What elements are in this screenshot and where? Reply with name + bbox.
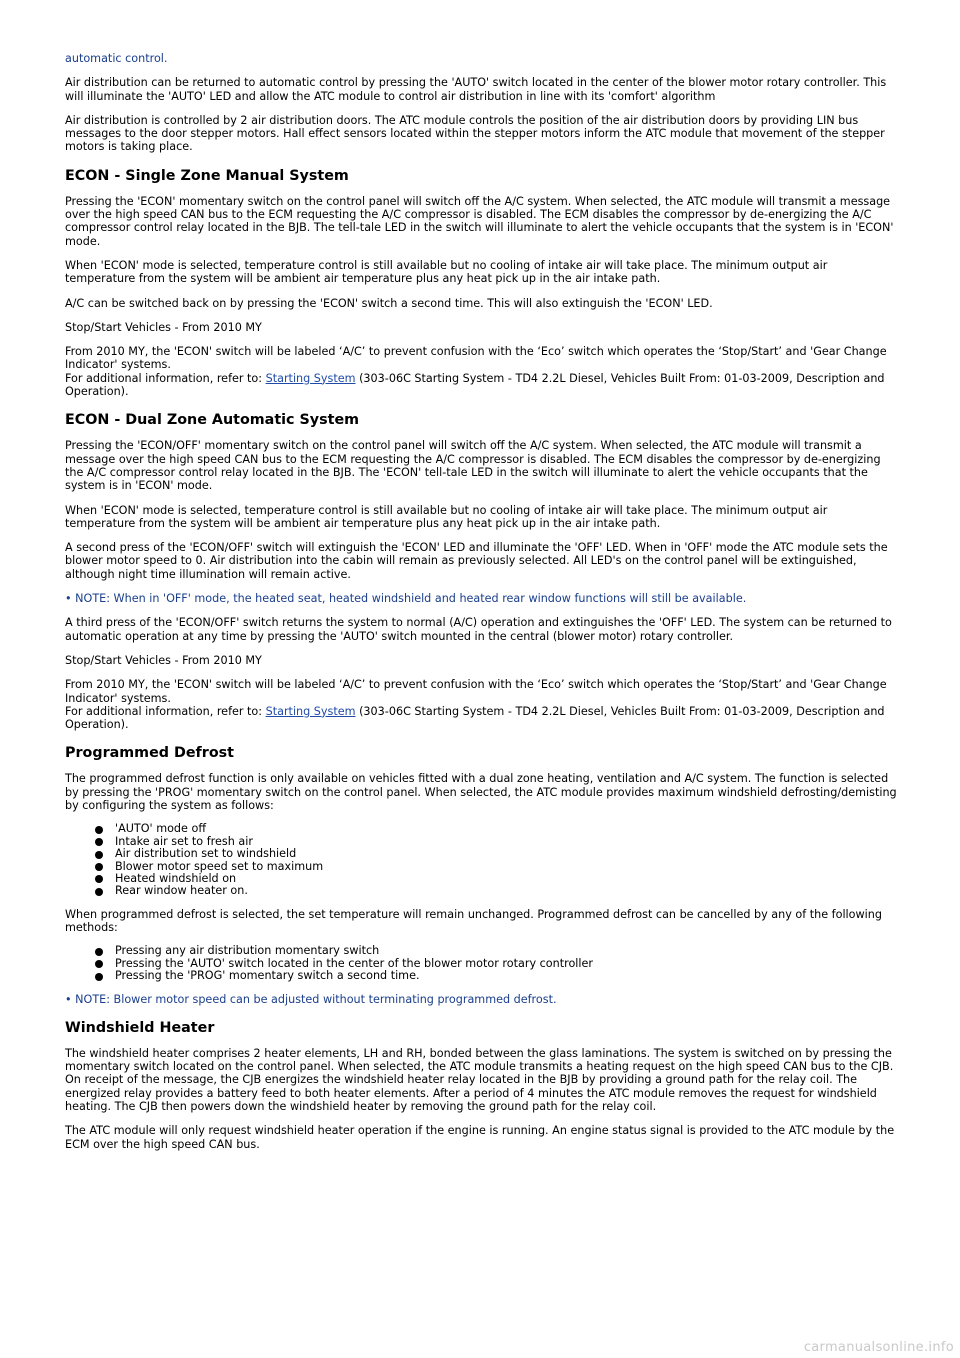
paragraph: Pressing the 'ECON' momentary switch on the control panel will switch off the A/C system. When selected, the ATC module will transmit a message over the high speed CAN bus to the ECM requesting the A/C compressor is disabled. The ECM disables the compressor by de-energizing the A/C compressor control relay located in the BJB. The tell-tale LED in the switch will illuminate to alert the vehicle occupants that the system is in 'ECON' mode. — [65, 194, 894, 248]
paragraph: Air distribution can be returned to automatic control by pressing the 'AUTO' switch located in the center of the blower motor rotary controller. This will illuminate the 'AUTO' LED and allow the ATC module to control air distribution in line with its 'comfort' algorithm — [65, 76, 887, 103]
section-heading-windshield-heater: Windshield Heater — [65, 1019, 215, 1036]
section-heading-programmed-defrost: Programmed Defrost — [65, 745, 234, 762]
paragraph: The ATC module will only request windshield heater operation if the engine is running. An engine status signal is provided to the ATC module by the ECM over the high speed CAN bus. — [65, 1124, 895, 1151]
paragraph: Stop/Start Vehicles - From 2010 MY — [65, 320, 262, 334]
paragraph: A/C can be switched back on by pressing the 'ECON' switch a second time. This will also extinguish the 'ECON' LED. — [65, 296, 713, 310]
paragraph: A third press of the 'ECON/OFF' switch returns the system to normal (A/C) operation and extinguishes the 'OFF' LED. The system can be returned to automatic operation at any time by pressing the 'AUTO' switch mounted in the central (blower motor) rotary controller. — [65, 616, 892, 643]
reference-suffix: (303-06C Starting System - TD4 2.2L Diesel, Vehicles Built From: 01-03-2009, Description and Operation). — [65, 704, 885, 732]
paragraph: When 'ECON' mode is selected, temperature control is still available but no cooling of intake air will take place. The minimum output air temperature from the system will be ambient air temperature plus any heat pick up in the air intake path. — [65, 503, 828, 530]
reference-suffix: (303-06C Starting System - TD4 2.2L Diesel, Vehicles Built From: 01-03-2009, Description and Operation). — [65, 371, 885, 399]
section-heading-econ-dual: ECON - Dual Zone Automatic System — [65, 412, 360, 429]
watermark-text: carmanualsonline.info — [803, 1340, 954, 1355]
bullet-icon — [95, 875, 103, 883]
paragraph: Stop/Start Vehicles - From 2010 MY — [65, 653, 262, 667]
reference-paragraph — [65, 678, 900, 731]
list-item: Rear window heater on. — [95, 885, 900, 897]
reference-prefix: For additional information, refer to: — [65, 704, 266, 718]
paragraph: When 'ECON' mode is selected, temperature control is still available but no cooling of intake air will take place. The minimum output air temperature from the system will be ambient air temperature plus any heat pick up in the air intake path. — [65, 258, 828, 286]
bullet-icon — [95, 851, 103, 859]
list-item: Air distribution set to windshield — [95, 848, 900, 860]
list-item: Pressing any air distribution momentary switch — [95, 945, 900, 957]
paragraph: Pressing the 'ECON/OFF' momentary switch on the control panel will switch off the A/C system. When selected, the ATC module will transmit a message over the high speed CAN bus to the ECM requesting the A/C compressor is disabled. The ECM disables the compressor by de-energizing the A/C compressor control relay located in the BJB. The 'ECON' tell-tale LED in the switch will illuminate to alert the vehicle occupants that the system is in 'ECON' mode. — [65, 439, 881, 493]
section-heading-econ-single: ECON - Single Zone Manual System — [65, 167, 349, 184]
list-item: Pressing the 'PROG' momentary switch a second time. — [95, 970, 900, 982]
starting-system-link[interactable]: Starting System — [265, 704, 356, 718]
starting-system-link[interactable]: Starting System — [265, 371, 356, 385]
paragraph: The windshield heater comprises 2 heater elements, LH and RH, bonded between the glass laminations. The system is switched on by pressing the momentary switch located on the control panel. When selected, the ATC module transmits a heating request on the high speed CAN bus to the CJB. On receipt of the message, the CJB energizes the windshield heater relay located in the BJB by providing a ground path for the relay coil. The energized relay provides a battery feed to both heater elements. After a period of 4 minutes the ATC module removes the request for windshield heating. The CJB then powers down the windshield heater by removing the ground path for the relay coil. — [65, 1046, 894, 1114]
reference-text: From 2010 MY, the 'ECON' switch will be labeled ‘A/C’ to prevent confusion with the ‘Eco’ switch which operates the ‘Stop/Start’ and 'Gear Change Indicator' systems. — [65, 345, 887, 372]
list-item: 'AUTO' mode off — [95, 823, 900, 835]
bullet-icon — [95, 960, 103, 968]
defrost-cancel-list — [65, 945, 900, 982]
note-text: • NOTE: Blower motor speed can be adjusted without terminating programmed defrost. — [65, 992, 557, 1006]
paragraph: When programmed defrost is selected, the set temperature will remain unchanged. Programmed defrost can be cancelled by any of the following methods: — [65, 907, 882, 935]
paragraph: Air distribution is controlled by 2 air distribution doors. The ATC module controls the position of the air distribution doors by providing LIN bus messages to the door stepper motors. Hall effect sensors located within the stepper motors inform the ATC module that movement of the stepper motors is taking place. — [65, 113, 885, 154]
bullet-icon — [95, 948, 103, 956]
bullet-icon — [95, 863, 103, 871]
bullet-icon — [95, 888, 103, 896]
reference-prefix: For additional information, refer to: — [65, 371, 266, 385]
list-item: Heated windshield on — [95, 873, 900, 885]
fragment-text: automatic control. — [65, 52, 168, 65]
reference-paragraph — [65, 345, 900, 398]
bullet-icon — [95, 973, 103, 981]
paragraph: A second press of the 'ECON/OFF' switch will extinguish the 'ECON' LED and illuminate the 'OFF' LED. When in 'OFF' mode the ATC module sets the blower motor speed to 0. Air distribution into the cabin will remain as previously selected. All LED's on the control panel will be extinguished, although night time illumination will remain active. — [65, 541, 888, 581]
list-item: Intake air set to fresh air — [95, 836, 900, 848]
bullet-icon — [95, 826, 103, 834]
document-page — [65, 52, 900, 1162]
defrost-config-list — [65, 823, 900, 897]
note-text: • NOTE: When in 'OFF' mode, the heated seat, heated windshield and heated rear window functions will still be available. — [65, 592, 747, 606]
list-item: Pressing the 'AUTO' switch located in the center of the blower motor rotary controller — [95, 958, 900, 970]
paragraph: The programmed defrost function is only available on vehicles fitted with a dual zone heating, ventilation and A/C system. The function is selected by pressing the 'PROG' momentary switch on the control panel. When selected, the ATC module provides maximum windshield defrosting/demisting by configuring the system as follows: — [65, 772, 897, 812]
bullet-icon — [95, 838, 103, 846]
list-item: Blower motor speed set to maximum — [95, 861, 900, 873]
reference-text: From 2010 MY, the 'ECON' switch will be labeled ‘A/C’ to prevent confusion with the ‘Eco’ switch which operates the ‘Stop/Start’ and 'Gear Change Indicator' systems. — [65, 678, 887, 705]
